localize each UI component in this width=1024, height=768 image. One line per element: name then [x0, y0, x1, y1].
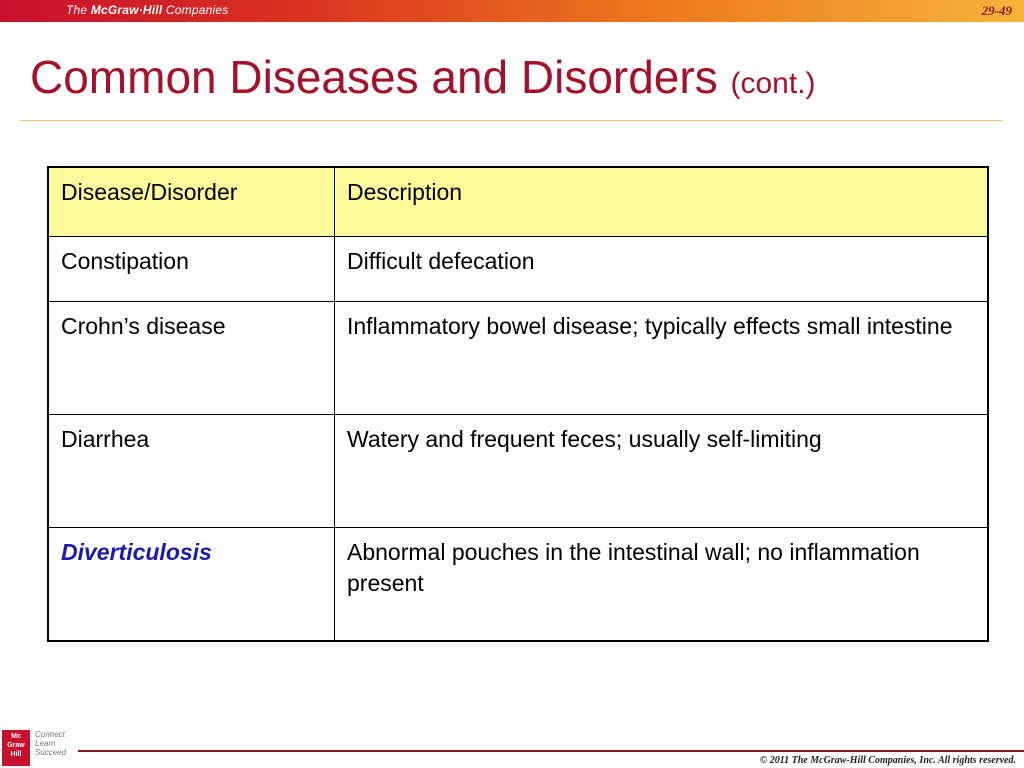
logo-line: Mc	[11, 733, 21, 740]
slide-title	[30, 51, 816, 103]
mcgraw-hill-logo	[2, 730, 30, 766]
disease-description: Watery and frequent feces; usually self-limiting	[335, 415, 989, 528]
brand-logo-text	[66, 3, 228, 17]
disease-name: Diarrhea	[48, 415, 335, 528]
logo-line: Graw	[7, 742, 25, 749]
diseases-table	[47, 166, 989, 642]
disease-description: Inflammatory bowel disease; typically effects small intestine	[335, 302, 989, 415]
logo-line: Hill	[10, 751, 22, 758]
slide-number: 29-49	[981, 3, 1012, 18]
title-main: Common Diseases and Disorders	[30, 51, 718, 103]
disease-name-highlighted: Diverticulosis	[61, 539, 212, 565]
table-row	[48, 302, 988, 415]
brand-suffix: Companies	[165, 3, 229, 17]
table-row	[48, 237, 988, 302]
table-row	[48, 528, 988, 642]
disease-name-cell	[48, 528, 335, 642]
title-suffix: (cont.)	[730, 67, 816, 100]
disease-description: Abnormal pouches in the intestinal wall; no inflammation present	[335, 528, 989, 642]
tagline	[35, 730, 66, 757]
disease-description: Difficult defecation	[335, 237, 989, 302]
header-disease: Disease/Disorder	[48, 167, 335, 237]
table-row	[48, 415, 988, 528]
disease-name: Crohn’s disease	[48, 302, 335, 415]
header-description: Description	[335, 167, 989, 237]
tagline-line: Connect	[35, 730, 65, 739]
footer-divider	[78, 750, 1024, 752]
table-header-row	[48, 167, 988, 237]
brand-prefix: The	[66, 3, 88, 17]
tagline-line: Learn	[35, 739, 56, 748]
disease-name: Constipation	[48, 237, 335, 302]
tagline-line: Succeed	[35, 748, 67, 757]
brand-name: McGraw·Hill	[90, 3, 163, 17]
title-divider	[20, 120, 1002, 121]
top-banner	[0, 0, 1024, 22]
copyright-notice: © 2011 The McGraw-Hill Companies, Inc. All rights reserved.	[759, 755, 1016, 766]
